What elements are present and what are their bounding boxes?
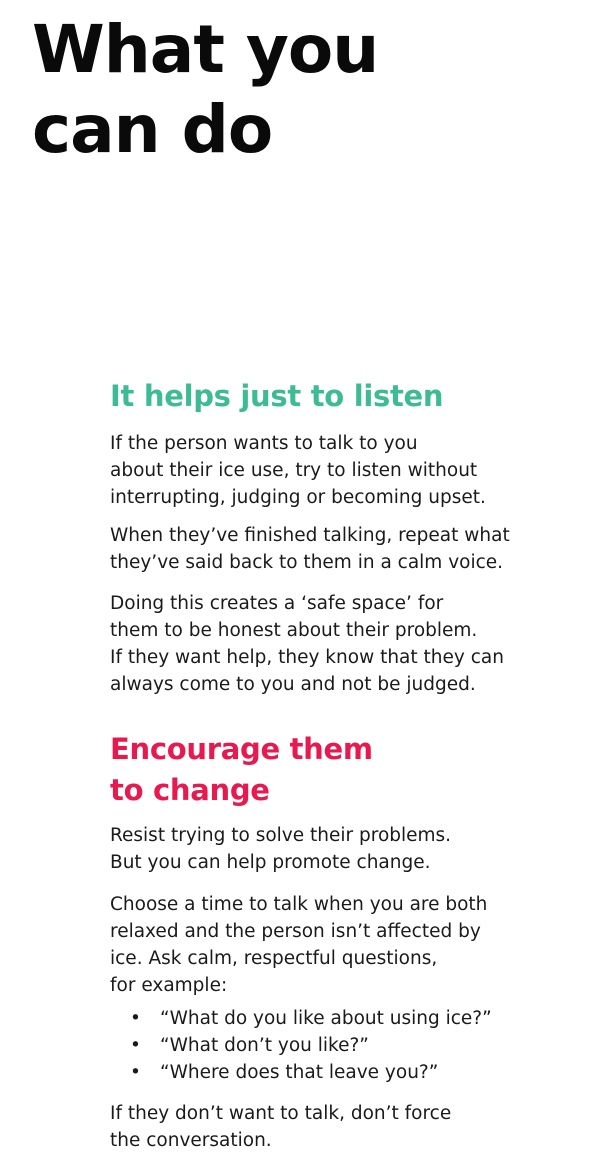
list-item: • “What do you like about using ice?” [110, 1005, 580, 1032]
paragraph: If they don’t want to talk, don’t force the conversation. [110, 1103, 452, 1151]
list-item: • “What don’t you like?” [110, 1032, 580, 1059]
bullet-icon: • [130, 1008, 141, 1029]
section-heading-encourage: Encourage them to change [110, 732, 373, 807]
page-title-line: What you [32, 11, 379, 88]
section-heading-listen: It helps just to listen [110, 379, 444, 413]
question-list [110, 1005, 580, 1086]
section-listen [110, 376, 580, 698]
paragraph: If the person wants to talk to you about their ice use, try to listen without interrupting, judging or becoming upset. [110, 433, 486, 508]
page-title [32, 10, 378, 170]
paragraph: Doing this creates a ‘safe space’ for them to be honest about their problem. If they want help, they know that they can always come to you and not be judged. [110, 593, 504, 695]
paragraph: Choose a time to talk when you are both relaxed and the person isn’t affected by ice. Ask calm, respectful questions, for example: [110, 894, 488, 996]
paragraph: When they’ve finished talking, repeat what they’ve said back to them in a calm voice. [110, 525, 510, 573]
section-encourage [110, 729, 580, 1154]
main-content [110, 376, 580, 1154]
page-title-line: can do [32, 91, 273, 168]
bullet-icon: • [130, 1062, 141, 1083]
bullet-icon: • [130, 1035, 141, 1056]
paragraph: Resist trying to solve their problems. But you can help promote change. [110, 825, 452, 873]
list-item: • “Where does that leave you?” [110, 1059, 580, 1086]
